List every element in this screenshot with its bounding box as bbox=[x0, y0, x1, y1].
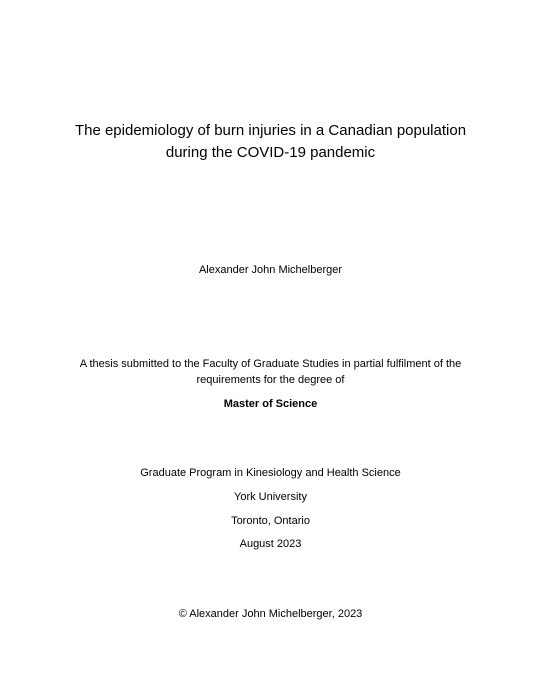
university-name: York University bbox=[234, 491, 307, 503]
submission-date: August 2023 bbox=[239, 538, 302, 550]
submission-statement-line-2: requirements for the degree of bbox=[196, 374, 345, 386]
university-location: Toronto, Ontario bbox=[231, 515, 310, 527]
graduate-program: Graduate Program in Kinesiology and Health Science bbox=[140, 467, 401, 479]
degree-name: Master of Science bbox=[223, 398, 318, 410]
thesis-title-line-2: during the COVID-19 pandemic bbox=[165, 144, 376, 161]
thesis-title-line-1: The epidemiology of burn injuries in a Canadian population bbox=[74, 122, 467, 139]
author-name: Alexander John Michelberger bbox=[198, 264, 343, 276]
copyright-notice: © Alexander John Michelberger, 2023 bbox=[178, 608, 363, 620]
submission-statement-line-1: A thesis submitted to the Faculty of Graduate Studies in partial fulfilment of the bbox=[79, 358, 462, 370]
